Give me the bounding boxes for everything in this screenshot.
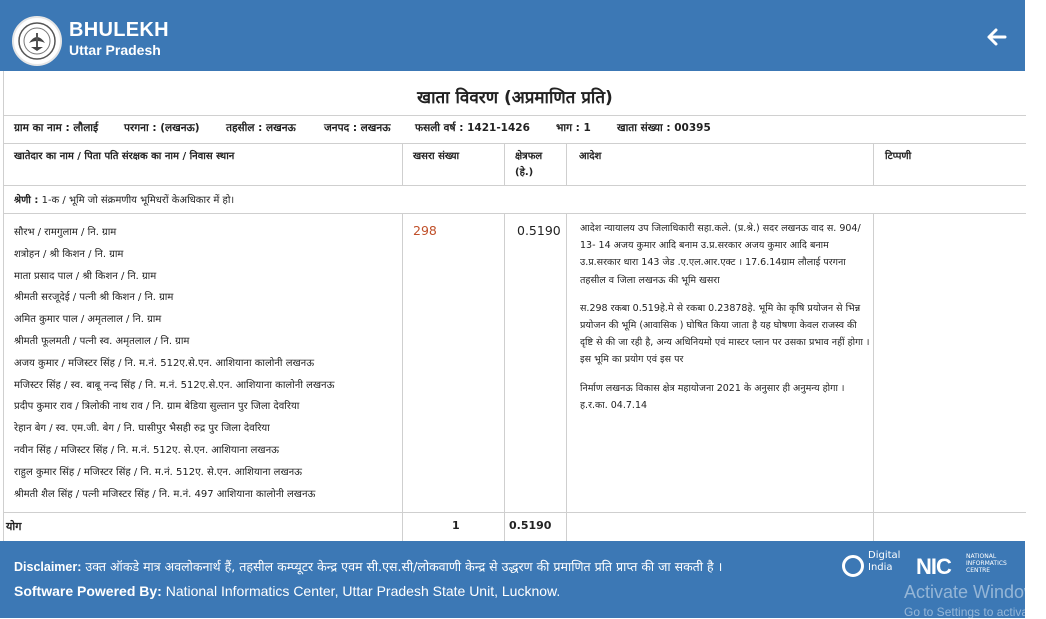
list-item: मजिस्टर सिंह / स्व. बाबू नन्द सिंह / नि. म.नं. 512ए.से.एन. आशियाना कालोनी लखनऊ (14, 379, 335, 391)
brand (69, 19, 169, 59)
header-owner: खातेदार का नाम / पिता पति संरक्षक का नाम / निवास स्थान (14, 151, 235, 162)
list-item: श्रीमती शैल सिंह / पत्नी मजिस्टर सिंह / नि. म.नं. 497 आशियाना कालोनी लखनऊ (14, 488, 316, 500)
list-item: रेहान बेग / स्व. एम.जी. बेग / नि. घासीपुर भैसही रुद्र पुर जिला देवरिया (14, 423, 270, 435)
software-text: National Informatics Center, Uttar Pradesh State Unit, Lucknow. (161, 583, 561, 599)
order-text (580, 220, 872, 425)
list-item: शत्रोहन / श्री किशन / नि. ग्राम (14, 248, 124, 260)
col-divider (873, 213, 874, 541)
software-label: Software Powered By: (14, 583, 162, 599)
back-arrow-icon[interactable] (987, 27, 1007, 47)
list-item: श्रीमती सरजूदेई / पत्नी श्री किशन / नि. ग्राम (14, 292, 174, 304)
disclaimer-text: उक्त ऑकडे मात्र अवलोकनार्थ हैं, तहसील कम्प्यूटर केन्द्र एवम सी.एस.सी/लोकवाणी केन्द्र से उद्धरण की प्रमाणित प्रति प्राप्त की जा सकती है । (81, 559, 723, 574)
category-text: 1-क / भूमि जो संक्रमणीय भूमिधरों केअधिकार में हो। (41, 195, 235, 206)
software-credit (14, 583, 560, 599)
part-number: भाग : 1 (556, 122, 591, 134)
khata-details-panel (3, 71, 1025, 541)
list-item: अमित कुमार पाल / अमृतलाल / नि. ग्राम (14, 314, 162, 326)
order-paragraph: निर्माण लखनऊ विकास क्षेत्र महायोजना 2021 के अनुसार ही अनुमन्य होगा । ह.र.का. 04.7.14 (580, 382, 845, 411)
area-value: 0.5190 (517, 223, 561, 238)
owner-list (14, 222, 334, 505)
col-divider (504, 213, 505, 541)
brand-subtitle: Uttar Pradesh (69, 42, 161, 58)
col-divider (504, 143, 505, 186)
col-divider (873, 143, 874, 186)
total-count: 1 (452, 519, 460, 532)
col-divider (402, 213, 403, 541)
tehsil: तहसील : लखनऊ (226, 122, 296, 134)
disclaimer (14, 558, 722, 575)
footer (0, 541, 1046, 619)
fasli-year: फसली वर्ष : 1421-1426 (415, 122, 530, 134)
digital-india-logo: Digital India (842, 549, 912, 583)
col-divider (566, 213, 567, 541)
up-government-emblem-icon (12, 16, 62, 66)
khata-number: खाता संख्या : 00395 (617, 122, 711, 134)
list-item: अजय कुमार / मजिस्टर सिंह / नि. म.नं. 512ए.से.एन. आशियाना कालोनी लखनऊ (14, 357, 315, 369)
list-item: राहुल कुमार सिंह / मजिस्टर सिंह / नि. म.नं. 512ए. से.एन. आशियाना लखनऊ (14, 466, 303, 478)
order-paragraph: आदेश न्यायालय उप जिलाधिकारी सहा.कले. (प्र.श्रे.) सदर लखनऊ वाद स. 904/ 13- 14 अजय कुमार आदि बनाम उ.प्र.सरकार अजय कुमार आदि बनाम उ.प्र.सरकार धारा 143 जेड .ए.एल.आर.एक्ट । 17.6.14ग्राम लौलाई परगना तहसील व जिला लखनऊ की भूमि खसरा (580, 223, 861, 286)
disclaimer-label: Disclaimer: (14, 560, 82, 574)
title-divider (4, 115, 1026, 116)
category-row (14, 192, 234, 206)
district: जनपद : लखनऊ (324, 122, 391, 134)
col-divider (566, 143, 567, 186)
header-area: क्षेत्रफल (हे.) (515, 151, 543, 178)
activate-windows-watermark: Activate Windows (904, 582, 1046, 602)
top-navbar (0, 0, 1025, 71)
list-item: सौरभ / रामगुलाम / नि. ग्राम (14, 227, 117, 238)
digital-india-icon (842, 555, 864, 577)
list-item: माता प्रसाद पाल / श्री किशन / नि. ग्राम (14, 270, 157, 282)
activate-windows-hint: Go to Settings to activate (904, 605, 1039, 619)
header-remark: टिप्पणी (885, 151, 912, 162)
nic-mark: NIC (916, 554, 951, 579)
list-item: श्रीमती फूलमती / पत्नी स्व. अमृतलाल / नि. ग्राम (14, 335, 190, 347)
header-order: आदेश (579, 151, 602, 162)
pargana: परगना : (लखनऊ) (124, 122, 200, 134)
total-label: योग (6, 520, 22, 533)
brand-title: BHULEKH (69, 19, 169, 41)
order-paragraph: स.298 रकबा 0.519हे.मे से रकबा 0.23878हे. भूमि केा कृषि प्रयोजन से भिन्न प्रयोजन की भूमि (आवासिक ) घोषित किया जाता है यह घोषणा केवल राजस्व की दृष्टि से की जा रही है, अन्य अधिनियमो एवं मास्टर प्लान पर उसका प्रभाव नहीं होगा । इस भूमि का प्रयोग एवं इस पर (580, 302, 870, 366)
nic-logo: NIC NATIONAL INFORMATICS CENTRE (916, 553, 1007, 579)
list-item: नवीन सिंह / मजिस्टर सिंह / नि. म.नं. 512ए. से.एन. आशियाना लखनऊ (14, 444, 279, 456)
village-name: ग्राम का नाम : लौलाई (14, 122, 99, 134)
col-divider (402, 143, 403, 186)
page-title: खाता विवरण (अप्रमाणित प्रति) (417, 88, 613, 108)
khasra-number: 298 (413, 223, 437, 238)
header-khasra: खसरा संख्या (413, 151, 460, 162)
list-item: प्रदीप कुमार राव / त्रिलोकी नाथ राव / नि. ग्राम बेडिया सुल्तान पुर जिला देवरिया (14, 401, 300, 413)
total-area: 0.5190 (509, 519, 552, 532)
category-label: श्रेणी : (14, 195, 39, 206)
